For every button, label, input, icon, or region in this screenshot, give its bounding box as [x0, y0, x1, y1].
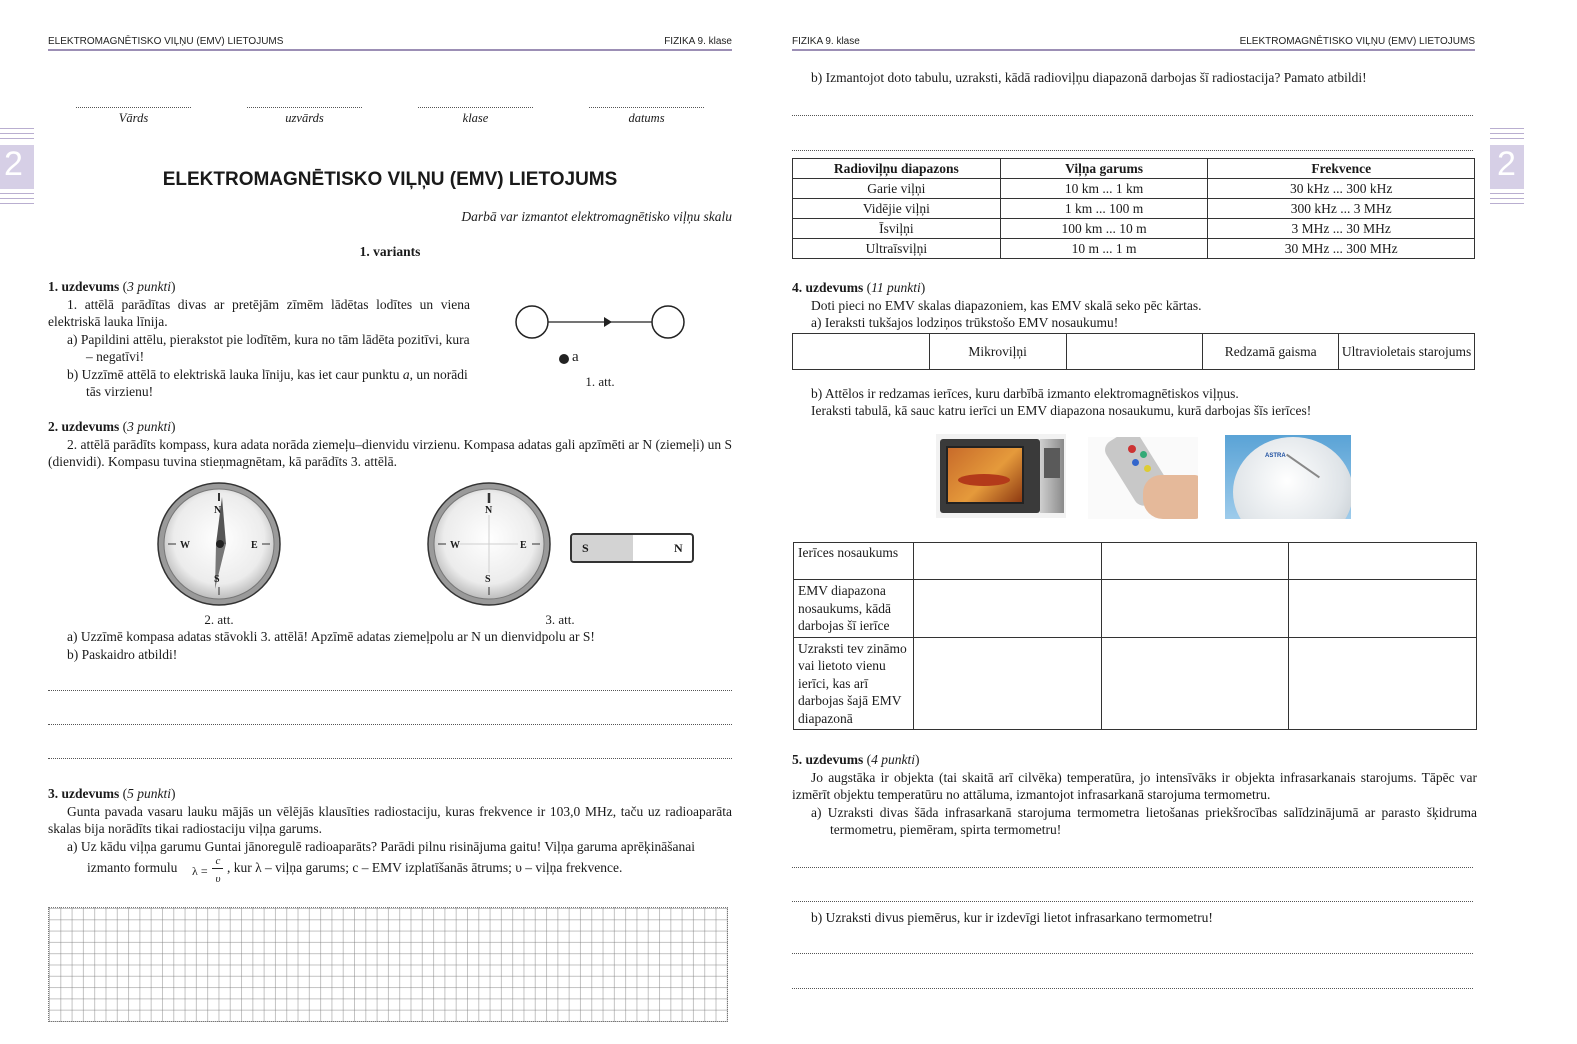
- task3b-answer-line-1[interactable]: [792, 115, 1473, 116]
- formula-lhs: λ =: [192, 864, 208, 878]
- radio-table-header-range: Radioviļņu diapazons: [793, 159, 1001, 179]
- table-cell: Garie viļņi: [793, 179, 1001, 199]
- compass-figure-3: [426, 481, 552, 607]
- figure-3-caption: 3. att.: [545, 612, 575, 627]
- task1-heading: 1. uzdevums (3 punkti): [48, 279, 176, 294]
- formula-fraction-bar: [212, 868, 223, 869]
- formula-denominator: υ: [215, 873, 221, 885]
- right-header-subject: FIZIKA 9. klase: [792, 36, 860, 47]
- table-row: [794, 543, 1477, 580]
- left-header-title: ELEKTROMAGNĒTISKO VIĻŅU (EMV) LIETOJUMS: [48, 36, 284, 47]
- radio-table-header-wavelength: Viļņa garums: [1000, 159, 1208, 179]
- task5a-answer-line-1[interactable]: [792, 867, 1473, 868]
- table-cell: 1 km ... 100 m: [1000, 199, 1208, 219]
- task3-heading: 3. uzdevums (5 punkti): [48, 786, 176, 801]
- task3-text: Gunta pavada vasaru lauku mājās un vēlējās klausīties radiostaciju, kuras frekvence ir 103,0 MHz, taču uz radioaparāta skalas bija norādīts tikai radiostaciju viļņa garums.: [48, 804, 732, 836]
- table-cell: Vidējie viļņi: [793, 199, 1001, 219]
- task5-part-b: b) Uzraksti divus piemērus, kur ir izdevīgi lietot infrasarkano termometru!: [811, 910, 1213, 925]
- task4-part-b-line2: Ieraksti tabulā, kā sauc katru ierīci un EMV diapazona nosaukumu, kurā darbojas šīs ierīces!: [811, 403, 1312, 418]
- task2-answer-line-3[interactable]: [48, 758, 732, 759]
- page-title: ELEKTROMAGNĒTISKO VIĻŅU (EMV) LIETOJUMS: [162, 169, 618, 190]
- magnet-s-label: S: [582, 541, 589, 555]
- task2-heading: 2. uzdevums (3 punkti): [48, 419, 176, 434]
- task5-part-a: a) Uzraksti divas šāda infrasarkanā starojuma termometra lietošanas priekšrocības salīdzinājumā ar parasto šķidruma termometru, piemēram, spirta termometru!: [811, 805, 1477, 837]
- task4-part-a: a) Ieraksti tukšajos lodziņos trūkstošo EMV nosaukumu!: [811, 315, 1119, 330]
- left-side-tab-number: 2: [4, 145, 23, 183]
- emv-scale-cell-ultraviolet: Ultravioletais starojums: [1339, 334, 1475, 370]
- table-cell: 300 kHz ... 3 MHz: [1208, 199, 1475, 219]
- satellite-dish-image: [1225, 435, 1351, 519]
- task2-part-a: a) Uzzīmē kompasa adatas stāvokli 3. attēlā! Apzīmē adatas ziemeļpolu ar N un dienvidpolu ar S!: [67, 629, 595, 644]
- task4-part-b-line1: b) Attēlos ir redzamas ierīces, kuru darbībā izmanto elektromagnētiskos viļņus.: [811, 386, 1239, 401]
- right-header-rule: [792, 49, 1475, 51]
- task3b-answer-line-2[interactable]: [792, 150, 1473, 151]
- compass-figure-2: [156, 481, 282, 607]
- task3-formula-explanation: , kur λ – viļņa garums; c – EMV izplatīšanās ātrums; υ – viļņa frekvence.: [227, 860, 623, 875]
- page-note: Darbā var izmantot elektromagnētisko viļņu skalu: [461, 209, 732, 224]
- class-field-line[interactable]: [418, 107, 533, 108]
- emv-scale-blank-cell-2[interactable]: [1066, 334, 1203, 370]
- name-field-line[interactable]: [76, 107, 191, 108]
- device-answer-cell[interactable]: [1289, 543, 1477, 580]
- task2-part-b: b) Paskaidro atbildi!: [67, 647, 178, 662]
- satellite-brand-label: ASTRA: [1265, 453, 1286, 459]
- variant-label: 1. variants: [359, 244, 421, 259]
- task5b-answer-line-2[interactable]: [792, 988, 1473, 989]
- microwave-oven-image: [936, 434, 1066, 518]
- device-table-row-label: EMV diapazona nosaukums, kādā darbojas šī ierīce: [794, 580, 914, 638]
- device-answer-cell[interactable]: [1289, 637, 1477, 730]
- compass1-s-letter: S: [214, 574, 220, 585]
- table-cell: 3 MHz ... 30 MHz: [1208, 219, 1475, 239]
- field-line-arrow: [604, 317, 612, 327]
- task3-part-a-line2: izmanto formulu: [87, 860, 178, 875]
- date-field-label: datums: [628, 111, 665, 125]
- table-cell: 30 kHz ... 300 kHz: [1208, 179, 1475, 199]
- table-cell: 10 m ... 1 m: [1000, 239, 1208, 259]
- surname-field-label: uzvārds: [285, 111, 324, 125]
- device-answer-cell[interactable]: [1101, 637, 1289, 730]
- table-row: [794, 637, 1477, 730]
- formula-numerator: c: [215, 855, 221, 867]
- task2-text: 2. attēlā parādīts kompass, kura adata norāda ziemeļu–dienvidu virzienu. Kompasa adatas gali apzīmēti ar N (ziemeļi) un S (dienvidi). Kompasu tuvina stieņmagnētam, kā parādīts 3. attēlā.: [48, 437, 733, 469]
- task4-heading: 4. uzdevums (11 punkti): [792, 280, 926, 295]
- point-a-dot: [559, 354, 569, 364]
- task3-solution-grid[interactable]: [48, 907, 728, 1022]
- device-answer-cell[interactable]: [1101, 580, 1289, 638]
- task3-part-a-line1: a) Uz kādu viļņa garumu Guntai jānoregulē radioaparāts? Parādi pilnu risinājuma gaitu! Viļņa garuma aprēķināšanai: [67, 839, 695, 854]
- table-cell: 30 MHz ... 300 MHz: [1208, 239, 1475, 259]
- task1-text: 1. attēlā parādītas divas ar pretējām zīmēm lādētas lodītes un viena elektriskā lauka līnija.: [48, 297, 470, 329]
- task1-part-a: a) Papildini attēlu, pierakstot pie lodītēm, kura no tām lādēta pozitīvi, kura – negatīvi!: [67, 332, 470, 364]
- table-row: [793, 179, 1475, 199]
- compass1-e-letter: E: [251, 540, 258, 551]
- device-table-row-label: Uzraksti tev zināmo vai lietoto vienu ierīci, kas arī darbojas šajā EMV diapazonā: [794, 637, 914, 730]
- task2-answer-line-1[interactable]: [48, 690, 732, 691]
- left-charge-ball: [516, 306, 548, 338]
- task2-answer-line-2[interactable]: [48, 724, 732, 725]
- task4-text: Doti pieci no EMV skalas diapazoniem, kas EMV skalā seko pēc kārtas.: [811, 298, 1202, 313]
- task5-text: Jo augstāka ir objekta (tai skaitā arī cilvēka) temperatūra, jo intensīvāks ir objekta infrasarkanais starojums. Tāpēc var izmērīt objektu temperatūru no attāluma, izmantojot infrasarkanā starojuma termometru.: [792, 770, 1477, 802]
- device-table-row-label: Ierīces nosaukums: [794, 543, 914, 580]
- table-row: [793, 219, 1475, 239]
- left-header-subject: FIZIKA 9. klase: [664, 36, 732, 47]
- right-header-title: ELEKTROMAGNĒTISKO VIĻŅU (EMV) LIETOJUMS: [1239, 36, 1475, 47]
- table-cell: 10 km ... 1 km: [1000, 179, 1208, 199]
- class-field-label: klase: [462, 111, 489, 125]
- figure-1-charges: [510, 300, 700, 370]
- device-answer-cell[interactable]: [1289, 580, 1477, 638]
- compass2-e-letter: E: [520, 540, 527, 551]
- table-row: [793, 239, 1475, 259]
- device-answer-cell[interactable]: [913, 637, 1101, 730]
- device-answer-cell[interactable]: [1101, 543, 1289, 580]
- compass1-n-letter: N: [214, 505, 222, 516]
- table-row: [793, 199, 1475, 219]
- magnet-n-label: N: [674, 541, 683, 555]
- emv-scale-table: [792, 333, 1475, 370]
- device-answer-cell[interactable]: [913, 580, 1101, 638]
- device-table: [793, 542, 1477, 730]
- right-side-tab-number: 2: [1497, 145, 1516, 183]
- left-header-rule: [48, 49, 732, 51]
- compass2-w-letter: W: [450, 540, 460, 551]
- figure-2-caption: 2. att.: [204, 612, 234, 627]
- emv-scale-cell-visible-light: Redzamā gaisma: [1203, 334, 1339, 370]
- task3-part-b: b) Izmantojot doto tabulu, uzraksti, kādā radioviļņu diapazonā darbojas šī radiostacija? Pamato atbildi!: [811, 70, 1367, 85]
- table-cell: 100 km ... 10 m: [1000, 219, 1208, 239]
- remote-control-image: [1088, 437, 1198, 519]
- task1-part-b: b) Uzzīmē attēlā to elektriskā lauka līniju, kas iet caur punktu a, un norādi tās virzienu!: [67, 367, 468, 399]
- emv-scale-cell-microwaves: Mikroviļņi: [929, 334, 1066, 370]
- figure-1-caption: 1. att.: [585, 374, 615, 389]
- point-a-label: a: [572, 349, 579, 365]
- task5b-answer-line-1[interactable]: [792, 953, 1473, 954]
- radio-wave-table: [792, 158, 1475, 259]
- name-field-label: Vārds: [118, 111, 149, 125]
- radio-table-header-frequency: Frekvence: [1208, 159, 1475, 179]
- task5a-answer-line-2[interactable]: [792, 901, 1473, 902]
- table-cell: Īsviļņi: [793, 219, 1001, 239]
- table-cell: Ultraīsviļņi: [793, 239, 1001, 259]
- task5-heading: 5. uzdevums (4 punkti): [792, 752, 920, 767]
- compass2-s-letter: S: [485, 574, 491, 585]
- device-answer-cell[interactable]: [913, 543, 1101, 580]
- compass2-n-letter: N: [485, 505, 493, 516]
- date-field-line[interactable]: [589, 107, 704, 108]
- compass1-w-letter: W: [180, 540, 190, 551]
- right-charge-ball: [652, 306, 684, 338]
- surname-field-line[interactable]: [247, 107, 362, 108]
- emv-scale-blank-cell-1[interactable]: [793, 334, 930, 370]
- table-row: [794, 580, 1477, 638]
